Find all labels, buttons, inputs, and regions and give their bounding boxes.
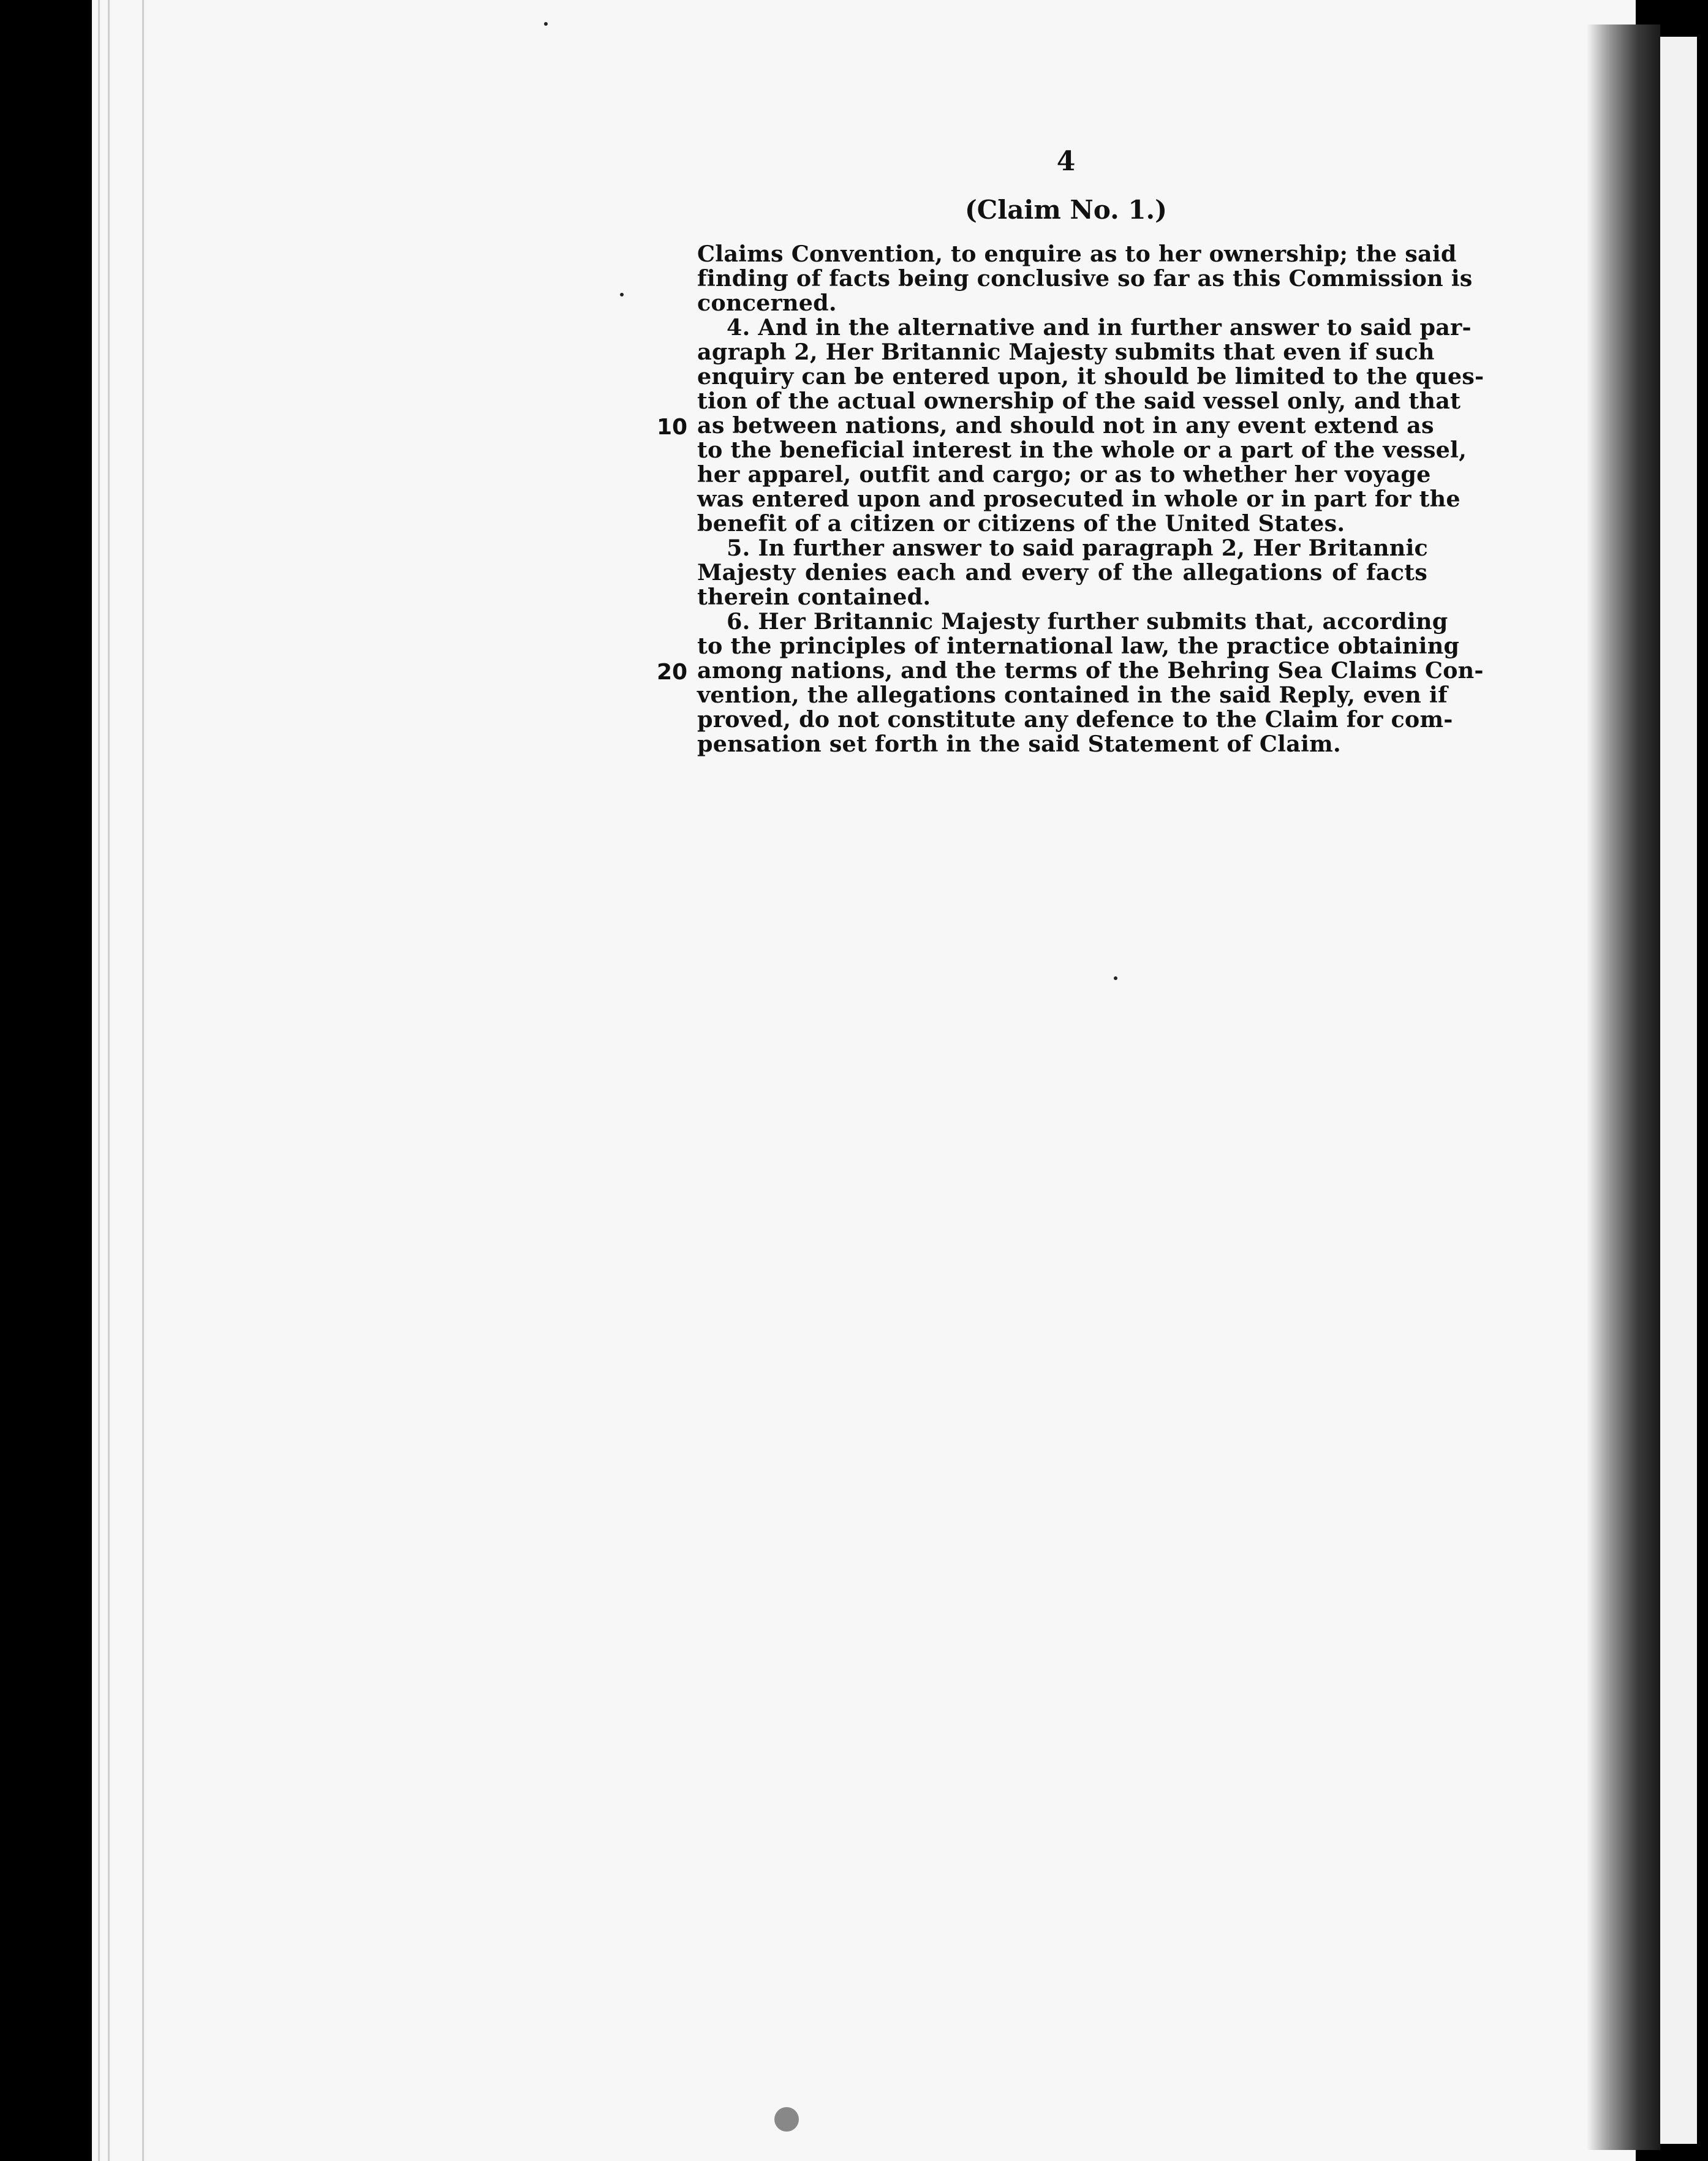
text-line: finding of facts being conclusive so far as this Commission is bbox=[697, 265, 1473, 292]
margin-line-number: 20 bbox=[657, 660, 688, 685]
text-line: concerned. bbox=[697, 290, 837, 316]
text-line: to the beneficial interest in the whole or a part of the vessel, bbox=[697, 437, 1467, 463]
text-line: vention, the allegations contained in the said Reply, even if bbox=[697, 682, 1448, 708]
scan-blot bbox=[774, 2107, 799, 2132]
text-line: enquiry can be entered upon, it should be limited to the ques- bbox=[697, 363, 1484, 390]
page-number: 4 bbox=[1056, 146, 1076, 177]
text-line: proved, do not constitute any defence to the Claim for com- bbox=[697, 706, 1453, 733]
text-line: tion of the actual ownership of the said vessel only, and that bbox=[697, 388, 1461, 414]
text-line: pensation set forth in the said Statement of Claim. bbox=[697, 731, 1341, 757]
running-head: (Claim No. 1.) bbox=[964, 195, 1168, 225]
page-edge bbox=[108, 0, 110, 2161]
text-line: was entered upon and prosecuted in whole or in part for the bbox=[697, 486, 1460, 512]
margin-line-number: 10 bbox=[657, 415, 688, 440]
text-line: Claims Convention, to enquire as to her ownership; the said bbox=[697, 241, 1457, 267]
text-line: agraph 2, Her Britannic Majesty submits that even if such bbox=[697, 339, 1435, 365]
scan-speck bbox=[1114, 976, 1117, 980]
text-line: 5. In further answer to said paragraph 2, Her Britannic bbox=[727, 535, 1428, 561]
binding-shadow bbox=[1587, 25, 1660, 2150]
text-line: therein contained. bbox=[697, 584, 931, 610]
text-line: her apparel, outfit and cargo; or as to whether her voyage bbox=[697, 461, 1431, 488]
text-line: to the principles of international law, the practice obtaining bbox=[697, 633, 1460, 659]
page-edge bbox=[142, 0, 144, 2161]
text-line: as between nations, and should not in any event extend as bbox=[697, 412, 1434, 439]
text-line: benefit of a citizen or citizens of the United States. bbox=[697, 510, 1345, 537]
text-line: 6. Her Britannic Majesty further submits that, according bbox=[727, 608, 1448, 635]
body-text bbox=[697, 241, 1484, 757]
scan-speck bbox=[620, 293, 624, 296]
text-line: 4. And in the alternative and in further answer to said par- bbox=[727, 314, 1472, 341]
text-line: Majesty denies each and every of the allegations of facts bbox=[697, 559, 1427, 586]
scan-speck bbox=[544, 22, 548, 26]
text-line: among nations, and the terms of the Behring Sea Claims Con- bbox=[697, 657, 1484, 684]
page-edge bbox=[98, 0, 100, 2161]
adjacent-page-edge bbox=[1660, 37, 1697, 2144]
